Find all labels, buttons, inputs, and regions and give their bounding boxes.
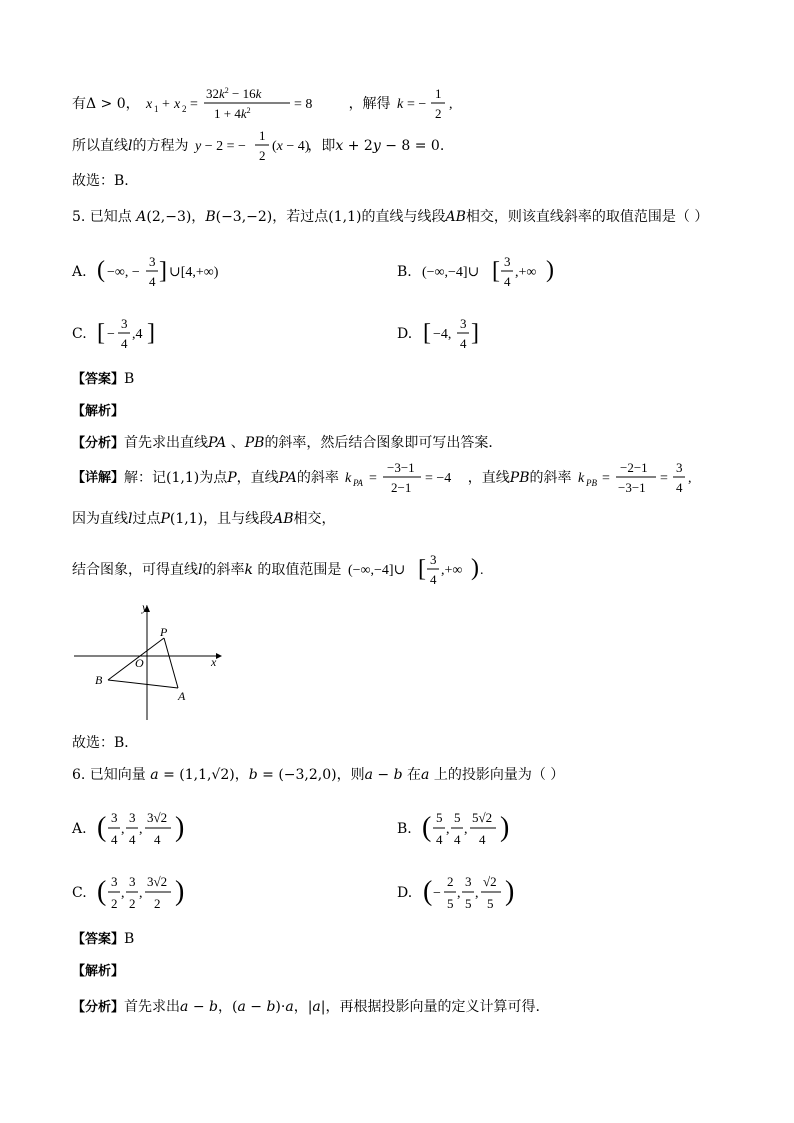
text: 的斜率	[296, 470, 339, 486]
formula-kpb	[576, 458, 706, 498]
text: 的直线与线段	[361, 209, 446, 225]
svg-text:y − 2 = −: y − 2 = −	[194, 139, 246, 154]
analysis-label: 【解析】	[72, 404, 125, 419]
svg-text:k: k	[577, 471, 585, 486]
analysis-1-heading	[72, 404, 124, 418]
svg-text:]: ]	[470, 320, 479, 346]
svg-text:−∞, −: −∞, −	[107, 265, 140, 280]
svg-text:3: 3	[459, 316, 467, 331]
svg-text:(−∞,−4]∪: (−∞,−4]∪	[347, 563, 406, 578]
text: 的取值范围是	[257, 562, 342, 578]
formula	[416, 252, 556, 292]
svg-text:,: ,	[687, 471, 692, 486]
svg-text:4: 4	[436, 832, 443, 847]
formula	[416, 806, 526, 852]
svg-text:4: 4	[504, 274, 511, 289]
option-label: B.	[397, 264, 412, 280]
text: 有Δ > 0，	[72, 96, 140, 112]
svg-text:[: [	[97, 320, 106, 346]
text: 5. 已知点	[72, 209, 132, 225]
svg-text:3: 3	[504, 254, 511, 269]
because-line: 因为直线l过点P(1,1)，且与线段AB相交，	[72, 511, 336, 527]
segment-ab	[108, 680, 178, 688]
svg-text:2: 2	[111, 896, 118, 911]
text: ，即	[307, 138, 336, 154]
formula	[91, 806, 201, 852]
option-label: D.	[397, 885, 413, 901]
svg-text:,: ,	[121, 822, 125, 837]
svg-text:32k2 − 16k: $32k^2 - 16k$	[206, 86, 262, 101]
svg-text:[: [	[422, 320, 431, 346]
svg-text:=: =	[190, 97, 199, 112]
svg-text:,: ,	[449, 97, 453, 112]
q6-stem: 6. 已知向量 a = (1,1,√2)，b = (−3,2,0)，则a − b 在a 上的投影向量为（ ）	[72, 767, 565, 783]
svg-text:∪[4,+∞): ∪[4,+∞)	[169, 265, 219, 280]
svg-text:5: 5	[486, 896, 494, 911]
svg-text:,4: ,4	[132, 327, 143, 342]
svg-text:PA: PA	[353, 478, 364, 488]
formula	[91, 314, 161, 354]
svg-text:4: 4	[121, 336, 128, 351]
answer-value: B	[124, 931, 135, 947]
q6-option-c	[72, 870, 201, 916]
option-label: A.	[72, 264, 87, 280]
svg-text:5: 5	[454, 810, 461, 825]
text: 在	[407, 767, 422, 783]
svg-text:3: 3	[149, 254, 156, 269]
text: 6. 已知向量	[72, 767, 146, 783]
svg-text:−2−1: −2−1	[619, 460, 648, 475]
q5-option-b	[397, 252, 556, 292]
text: ，再根据投影向量的定义计算可得.	[325, 999, 540, 1015]
answer-label: 【答案】	[72, 932, 125, 947]
choice-b-2: 故选：B．	[72, 735, 139, 751]
answer-value: B	[124, 371, 135, 387]
analysis-2-heading	[72, 964, 124, 978]
svg-text:+: +	[162, 97, 171, 112]
svg-text:4: 4	[149, 274, 156, 289]
svg-text:1 + 4k2: $1 + 4k^2$	[214, 106, 251, 121]
svg-text:−3−1: −3−1	[617, 480, 646, 495]
choice-b: 故选：B.	[72, 173, 129, 189]
svg-text:4: 4	[429, 572, 437, 587]
svg-text:,: ,	[121, 886, 125, 901]
svg-text:k: k	[345, 471, 352, 486]
svg-text:(: (	[422, 876, 432, 907]
svg-text:−: −	[107, 327, 116, 342]
formula-range	[346, 550, 486, 590]
svg-text:4: 4	[454, 832, 461, 847]
formula	[417, 870, 537, 916]
svg-text:1: 1	[258, 128, 266, 143]
text: 的斜率	[529, 470, 572, 486]
svg-text:=: =	[601, 471, 610, 486]
text: ，直线	[467, 470, 510, 486]
svg-text:x: x	[146, 97, 153, 112]
svg-text:4: 4	[459, 336, 467, 351]
svg-text:): )	[175, 876, 185, 907]
svg-text:]: ]	[147, 320, 156, 346]
svg-text:(: (	[97, 812, 107, 843]
svg-text:2: 2	[182, 104, 187, 114]
analysis-label: 【解析】	[72, 964, 125, 979]
fenxi-label: 【分析】	[72, 436, 125, 451]
option-label: C.	[72, 885, 87, 901]
label-p: P	[160, 625, 168, 639]
svg-text:(−∞,−4]∪: (−∞,−4]∪	[422, 265, 480, 280]
combine-line: 结合图象，可得直线l的斜率k 的取值范围是 (−∞,−4]∪ [ 3 4 ,+∞ ) .	[72, 550, 486, 590]
text: 的斜率	[202, 562, 245, 578]
svg-text:,+∞: ,+∞	[440, 563, 463, 578]
svg-text:4: 4	[111, 832, 118, 847]
line-discriminant	[72, 86, 465, 122]
svg-text:3: 3	[129, 874, 136, 889]
text: 所以直线	[72, 138, 128, 154]
text: 相交，	[293, 511, 336, 527]
svg-text:3: 3	[121, 316, 128, 331]
text: 解：记	[124, 470, 167, 486]
svg-text:,: ,	[446, 822, 450, 837]
text: 因为直线	[72, 511, 128, 527]
text: ，则	[336, 767, 365, 783]
svg-text:−3−1: −3−1	[387, 460, 416, 475]
formula-sum	[144, 86, 344, 122]
svg-text:2−1: 2−1	[391, 480, 412, 495]
svg-text:(: (	[97, 257, 106, 283]
svg-text:3: 3	[129, 810, 136, 825]
fenxi-label: 【分析】	[72, 1000, 125, 1015]
option-label: D.	[397, 326, 413, 342]
q6-option-b	[397, 806, 526, 852]
x-axis-arrow	[216, 653, 222, 659]
svg-text:3: 3	[675, 460, 683, 475]
line-equation: 所以直线l的方程为 y − 2 = − 1 2 (x − 4) ，即x + 2y − 8 = 0.	[72, 128, 445, 163]
coordinate-figure	[68, 600, 228, 724]
text: 为点	[199, 470, 228, 486]
option-label: C.	[72, 326, 87, 342]
text: 首先求出直线	[124, 435, 209, 451]
svg-text:= −: = −	[407, 97, 427, 112]
svg-text:): )	[504, 876, 514, 907]
option-label: A.	[72, 821, 87, 837]
svg-text:1: 1	[154, 104, 159, 114]
svg-text:.: .	[479, 563, 484, 578]
svg-text:2: 2	[129, 896, 136, 911]
svg-text:5: 5	[436, 810, 443, 825]
text: 上的投影向量为（ ）	[433, 767, 565, 783]
answer-label: 【答案】	[72, 372, 125, 387]
q5-option-a	[72, 252, 231, 292]
svg-text:,: ,	[139, 886, 143, 901]
svg-text:= 8: = 8	[294, 97, 313, 112]
q5-option-d	[397, 314, 487, 354]
svg-text:5: 5	[446, 896, 454, 911]
svg-text:[: [	[417, 556, 426, 582]
fenxi-2: 【分析】首先求出a − b，(a − b)·a，|a|，再根据投影向量的定义计算可得.	[72, 999, 540, 1015]
svg-text:]: ]	[159, 258, 168, 284]
svg-text:): )	[546, 257, 555, 283]
svg-text:,: ,	[456, 886, 461, 901]
text: 首先求出	[124, 999, 181, 1015]
svg-text:2: 2	[154, 896, 161, 911]
text: 相交，则该直线斜率的取值范围是（ ）	[465, 209, 709, 225]
formula-kpa	[343, 458, 463, 498]
svg-text:,: ,	[139, 822, 143, 837]
svg-text:): )	[470, 555, 479, 581]
xiangjie-label: 【详解】	[72, 470, 125, 486]
q6-option-a	[72, 806, 201, 852]
svg-text:3√2: 3√2	[147, 874, 168, 889]
text: 的方程为	[132, 138, 189, 154]
label-b: B	[95, 673, 103, 687]
svg-text:3: 3	[111, 810, 118, 825]
q5-option-c	[72, 314, 161, 354]
svg-text:=: =	[369, 471, 378, 486]
svg-text:k: k	[397, 97, 404, 112]
svg-text:,+∞: ,+∞	[515, 265, 537, 280]
svg-text:2: 2	[258, 148, 266, 163]
option-label: B.	[397, 821, 412, 837]
label-o: O	[135, 656, 144, 670]
svg-text:2: 2	[435, 106, 442, 121]
svg-text:4: 4	[154, 832, 161, 847]
svg-text:−4,: −4,	[432, 327, 452, 342]
label-a: A	[178, 689, 186, 703]
svg-text:=: =	[659, 471, 668, 486]
svg-text:,: ,	[474, 886, 479, 901]
svg-text:): )	[175, 812, 185, 843]
segment-pa	[164, 638, 178, 688]
text: ，且与线段	[203, 511, 274, 527]
text: 过点	[132, 511, 161, 527]
svg-text:[: [	[492, 258, 501, 284]
svg-text:2: 2	[446, 874, 454, 889]
q5-stem: 5. 已知点 A(2,−3)，B(−3,−2)，若过点(1,1)的直线与线段AB相交，则该直线斜率的取值范围是（ ）	[72, 209, 709, 225]
xiangjie: 【详解】解：记(1,1)为点P，直线PA的斜率 k PA = −3−1 2−1 = −4 ，直线PB的斜率 k PB = −2−1 −3−1 = 3 4 ,	[72, 458, 706, 498]
answer-2	[72, 932, 134, 946]
svg-text:= −4: = −4	[425, 471, 452, 486]
answer-1	[72, 372, 134, 386]
svg-text:3: 3	[111, 874, 118, 889]
svg-text:4: 4	[479, 832, 486, 847]
svg-text:,: ,	[464, 822, 468, 837]
formula-line	[193, 128, 310, 164]
text: 的斜率，然后结合图象即可写出答案．	[264, 435, 503, 451]
svg-text:): )	[500, 812, 510, 843]
formula	[91, 252, 231, 292]
text: ，直线	[236, 470, 279, 486]
svg-text:(: (	[422, 812, 432, 843]
svg-text:3: 3	[429, 552, 437, 567]
svg-text:(: (	[97, 876, 107, 907]
svg-text:x: x	[174, 97, 181, 112]
formula	[417, 314, 487, 354]
formula	[91, 870, 201, 916]
label-y: y	[142, 600, 148, 614]
svg-text:1: 1	[435, 86, 442, 101]
svg-text:3: 3	[464, 874, 472, 889]
svg-text:4: 4	[129, 832, 136, 847]
text: ，若过点	[272, 209, 329, 225]
label-x: x	[211, 655, 217, 669]
svg-text:5√2: 5√2	[472, 810, 493, 825]
text: 结合图象，可得直线	[72, 562, 198, 578]
svg-text:5: 5	[464, 896, 472, 911]
svg-text:(x − 4): (x − 4)	[271, 139, 310, 154]
formula-k	[395, 86, 465, 122]
svg-text:PB: PB	[585, 478, 597, 488]
svg-text:4: 4	[675, 480, 683, 495]
fenxi-1: 【分析】首先求出直线PA 、PB的斜率，然后结合图象即可写出答案．	[72, 435, 503, 451]
text: ，解得	[348, 96, 391, 112]
q6-option-d	[397, 870, 537, 916]
svg-text:3√2: 3√2	[147, 810, 168, 825]
svg-text:√2: √2	[482, 874, 497, 889]
svg-text:−: −	[432, 886, 441, 901]
